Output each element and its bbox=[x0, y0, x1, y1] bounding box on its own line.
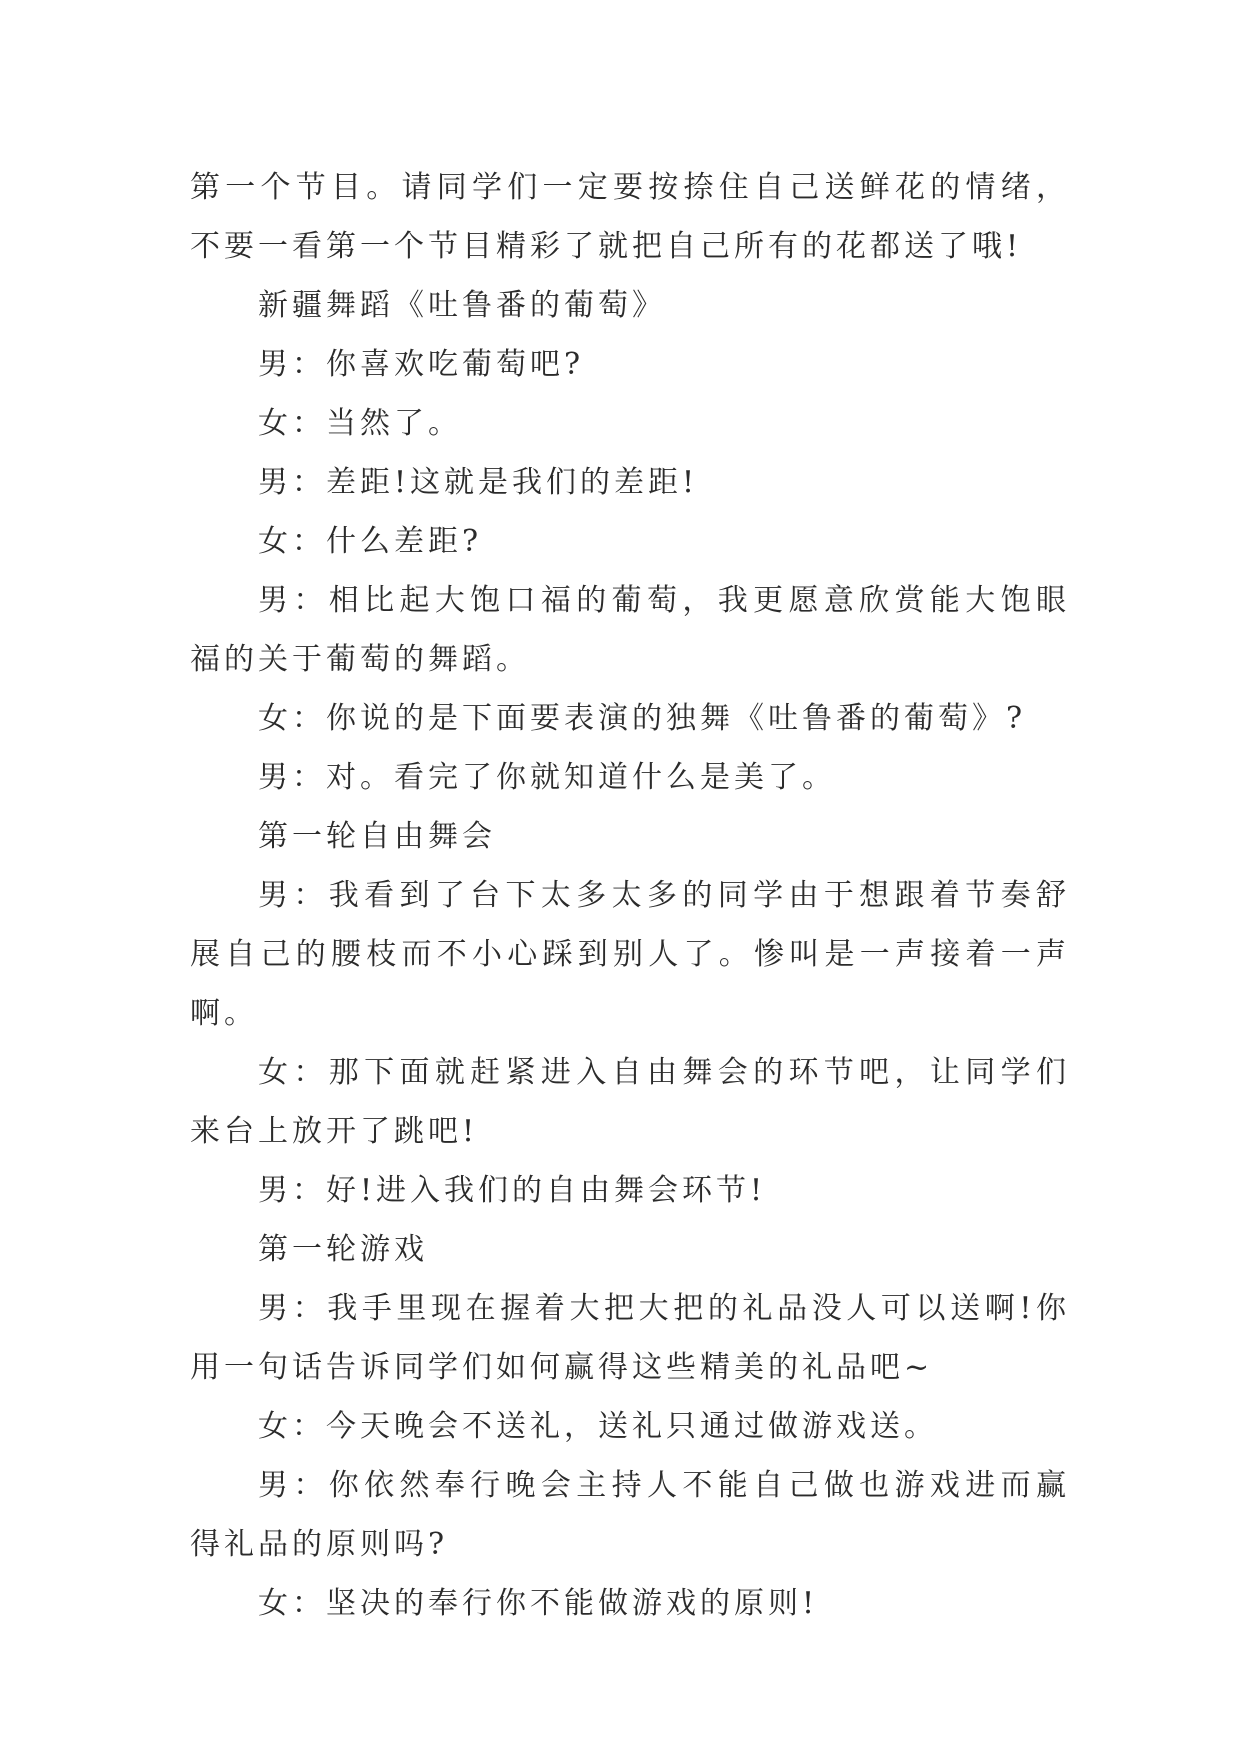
dialogue-line: 男：差距!这就是我们的差距! bbox=[258, 465, 699, 500]
dialogue-line: 女：坚决的奉行你不能做游戏的原则! bbox=[258, 1586, 819, 1621]
dialogue-line: 女：当然了。 bbox=[258, 406, 462, 441]
dialogue-line: 男：相比起大饱口福的葡萄，我更愿意欣赏能大饱眼福的关于葡萄的舞蹈。 bbox=[190, 583, 1070, 677]
paragraph-intro-continued: 第一个节目。请同学们一定要按捺住自己送鲜花的情绪，不要一看第一个节目精彩了就把自己所有的花都送了哦! bbox=[190, 170, 1070, 264]
dialogue-line: 男：好!进入我们的自由舞会环节! bbox=[258, 1173, 767, 1208]
dialogue-line: 男：我看到了台下太多太多的同学由于想跟着节奏舒展自己的腰枝而不小心踩到别人了。惨叫是一声接着一声啊。 bbox=[190, 878, 1070, 1031]
dialogue-line: 女：什么差距? bbox=[258, 524, 483, 559]
dialogue-line: 男：你依然奉行晚会主持人不能自己做也游戏进而赢得礼品的原则吗? bbox=[190, 1468, 1070, 1562]
section-heading-first-game: 第一轮游戏 bbox=[258, 1232, 428, 1267]
dialogue-line: 女：你说的是下面要表演的独舞《吐鲁番的葡萄》? bbox=[258, 701, 1027, 736]
dialogue-line: 女：今天晚会不送礼，送礼只通过做游戏送。 bbox=[258, 1409, 938, 1444]
dialogue-line: 女：那下面就赶紧进入自由舞会的环节吧，让同学们来台上放开了跳吧! bbox=[190, 1055, 1070, 1149]
dialogue-line: 男：对。看完了你就知道什么是美了。 bbox=[258, 760, 836, 795]
dialogue-line: 男：我手里现在握着大把大把的礼品没人可以送啊!你用一句话告诉同学们如何赢得这些精美的礼品吧~ bbox=[190, 1291, 1070, 1385]
dialogue-line: 男：你喜欢吃葡萄吧? bbox=[258, 347, 585, 382]
document-body bbox=[190, 158, 1070, 1633]
section-heading-xinjiang-dance: 新疆舞蹈《吐鲁番的葡萄》 bbox=[258, 288, 666, 323]
section-heading-free-dance: 第一轮自由舞会 bbox=[258, 819, 496, 854]
